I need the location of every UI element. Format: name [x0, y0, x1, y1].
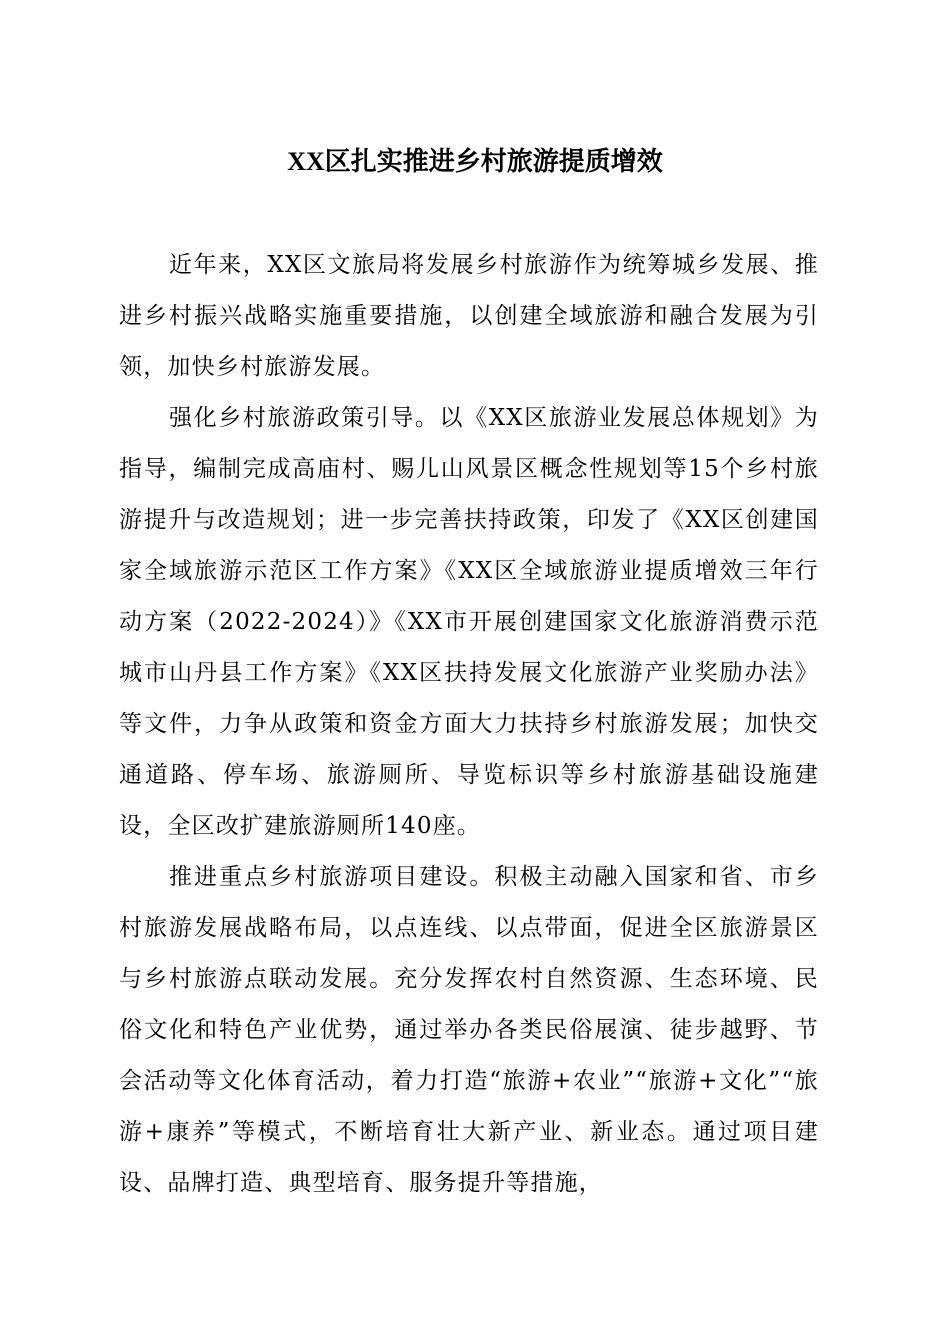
paragraph-policy: 强化乡村旅游政策引导。以《XX区旅游业发展总体规划》为指导，编制完成高庙村、赐儿山风景区概念性规划等15个乡村旅游提升与改造规划；进一步完善扶持政策，印发了《XX区创建国家全域旅游示范区工作方案》《XX区全域旅游业提质增效三年行动方案（2022-2024）》《XX市开展创建国家文化旅游消费示范城市山丹县工作方案》《XX区扶持发展文化旅游产业奖励办法》等文件，力争从政策和资金方面大力扶持乡村旅游发展；加快交通道路、停车场、旅游厕所、导览标识等乡村旅游基础设施建设，全区改扩建旅游厕所140座。 [119, 405, 819, 839]
paragraph-intro: 近年来，XX区文旅局将发展乡村旅游作为统筹城乡发展、推进乡村振兴战略实施重要措施，以创建全域旅游和融合发展为引领，加快乡村旅游发展。 [119, 252, 819, 380]
document-title: XX区扎实推进乡村旅游提质增效 [287, 147, 663, 176]
document-body [119, 240, 819, 1209]
paragraph-projects: 推进重点乡村旅游项目建设。积极主动融入国家和省、市乡村旅游发展战略布局，以点连线、以点带面，促进全区旅游景区与乡村旅游点联动发展。充分发挥农村自然资源、生态环境、民俗文化和特色产业优势，通过举办各类民俗展演、徒步越野、节会活动等文化体育活动，着力打造“旅游+农业”“旅游+文化”“旅游+康养”等模式，不断培育壮大新产业、新业态。通过项目建设、品牌打造、典型培育、服务提升等措施， [119, 864, 819, 1196]
